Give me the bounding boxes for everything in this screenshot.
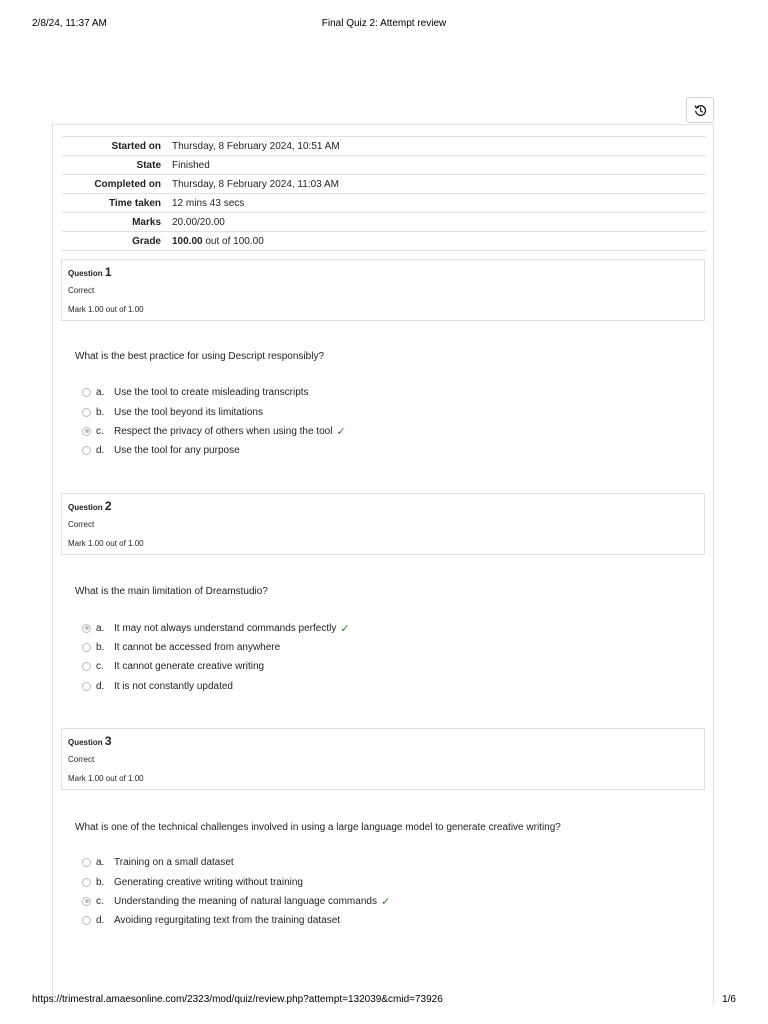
answer-text: Use the tool beyond its limitations	[114, 406, 263, 418]
radio-button-selected[interactable]	[82, 427, 91, 436]
radio-button[interactable]	[82, 858, 91, 867]
print-title: Final Quiz 2: Attempt review	[321, 18, 447, 29]
radio-button[interactable]	[82, 388, 91, 397]
question-text-1: What is the best practice for using Descript responsibly?	[75, 351, 324, 362]
question-info-2	[61, 493, 705, 555]
print-header	[32, 18, 736, 32]
summary-row-time-taken	[62, 194, 706, 213]
grade-out-of: out of 100.00	[202, 235, 264, 247]
radio-button-selected[interactable]	[82, 624, 91, 633]
correct-check-icon: ✓	[380, 895, 391, 908]
correct-check-icon: ✓	[336, 425, 346, 438]
question-state: Correct	[68, 755, 95, 764]
correct-check-icon: ✓	[340, 622, 350, 635]
summary-row-grade	[62, 232, 706, 251]
question-num: 3	[104, 734, 112, 748]
summary-label: Marks	[62, 213, 167, 232]
summary-value: 20.00/20.00	[167, 213, 706, 232]
answer-option[interactable]	[82, 894, 390, 908]
answer-option[interactable]	[82, 405, 263, 419]
history-button[interactable]	[686, 97, 714, 123]
radio-button[interactable]	[82, 643, 91, 652]
question-info-3	[61, 728, 705, 790]
question-state: Correct	[68, 520, 95, 529]
answer-text: Use the tool for any purpose	[114, 444, 240, 456]
attempt-summary-table	[62, 136, 706, 251]
answer-text: Training on a small dataset	[114, 856, 234, 868]
question-number	[68, 734, 112, 748]
question-text-3: What is one of the technical challenges involved in using a large language model to generate creative writing?	[75, 822, 561, 833]
answer-option[interactable]	[82, 659, 264, 673]
radio-button[interactable]	[82, 408, 91, 417]
print-page-number: 1/6	[722, 994, 736, 1005]
review-content-box	[52, 124, 714, 1004]
summary-label: State	[62, 156, 167, 175]
answer-letter: c.	[96, 895, 104, 907]
print-url: https://trimestral.amaesonline.com/2323/mod/quiz/review.php?attempt=132039&cmid=73926	[32, 994, 443, 1005]
answer-option[interactable]	[82, 640, 280, 654]
answer-text: Avoiding regurgitating text from the training dataset	[114, 914, 341, 926]
answer-letter: a.	[96, 856, 105, 868]
print-footer	[32, 994, 736, 1008]
radio-button[interactable]	[82, 446, 91, 455]
answer-option[interactable]	[82, 913, 340, 927]
question-state: Correct	[68, 286, 95, 295]
answer-text: It is not constantly updated	[114, 680, 233, 692]
radio-button[interactable]	[82, 916, 91, 925]
summary-label: Grade	[62, 232, 167, 251]
answer-text: It cannot generate creative writing	[114, 660, 265, 672]
answer-option[interactable]	[82, 385, 309, 399]
answer-text: Understanding the meaning of natural language commands	[114, 895, 377, 907]
answer-letter: a.	[96, 622, 105, 634]
answer-letter: d.	[96, 444, 105, 456]
radio-button-selected[interactable]	[82, 897, 91, 906]
summary-row-state	[62, 156, 706, 175]
summary-value: 12 mins 43 secs	[167, 194, 706, 213]
question-number	[68, 265, 112, 279]
question-num: 2	[104, 499, 112, 513]
question-prefix: Question	[68, 269, 103, 278]
answer-option[interactable]	[82, 443, 240, 457]
summary-value	[167, 232, 706, 251]
question-mark: Mark 1.00 out of 1.00	[68, 539, 144, 548]
question-prefix: Question	[68, 738, 103, 747]
answer-text: Use the tool to create misleading transcripts	[114, 386, 309, 398]
answer-text: Generating creative writing without training	[114, 876, 303, 888]
question-number	[68, 499, 112, 513]
question-info-1	[61, 259, 705, 321]
answer-letter: b.	[96, 406, 105, 418]
answer-letter: b.	[96, 876, 105, 888]
summary-value: Thursday, 8 February 2024, 10:51 AM	[167, 137, 706, 156]
answer-option[interactable]	[82, 855, 234, 869]
answer-letter: c.	[96, 660, 104, 672]
answer-option[interactable]	[82, 621, 350, 635]
history-icon	[694, 104, 707, 117]
radio-button[interactable]	[82, 878, 91, 887]
answer-letter: a.	[96, 386, 105, 398]
answer-letter: b.	[96, 641, 105, 653]
summary-label: Completed on	[62, 175, 167, 194]
summary-value: Finished	[167, 156, 706, 175]
summary-label: Time taken	[62, 194, 167, 213]
answer-letter: d.	[96, 914, 105, 926]
answer-option[interactable]	[82, 875, 303, 889]
summary-label: Started on	[62, 137, 167, 156]
summary-row-completed	[62, 175, 706, 194]
question-mark: Mark 1.00 out of 1.00	[68, 774, 144, 783]
question-text-2: What is the main limitation of Dreamstudio?	[75, 586, 268, 597]
answer-option[interactable]	[82, 679, 233, 693]
answer-option[interactable]	[82, 424, 346, 438]
radio-button[interactable]	[82, 682, 91, 691]
answer-text: It may not always understand commands perfectly	[114, 622, 337, 634]
answer-letter: d.	[96, 680, 105, 692]
grade-score: 100.00	[172, 235, 203, 247]
answer-letter: c.	[96, 425, 104, 437]
answer-text: Respect the privacy of others when using the tool	[114, 425, 333, 437]
print-datetime: 2/8/24, 11:37 AM	[32, 18, 107, 29]
summary-value: Thursday, 8 February 2024, 11:03 AM	[167, 175, 706, 194]
summary-row-started	[62, 137, 706, 156]
question-prefix: Question	[68, 503, 103, 512]
radio-button[interactable]	[82, 662, 91, 671]
summary-row-marks	[62, 213, 706, 232]
question-mark: Mark 1.00 out of 1.00	[68, 305, 144, 314]
question-num: 1	[104, 265, 112, 279]
answer-text: It cannot be accessed from anywhere	[114, 641, 281, 653]
